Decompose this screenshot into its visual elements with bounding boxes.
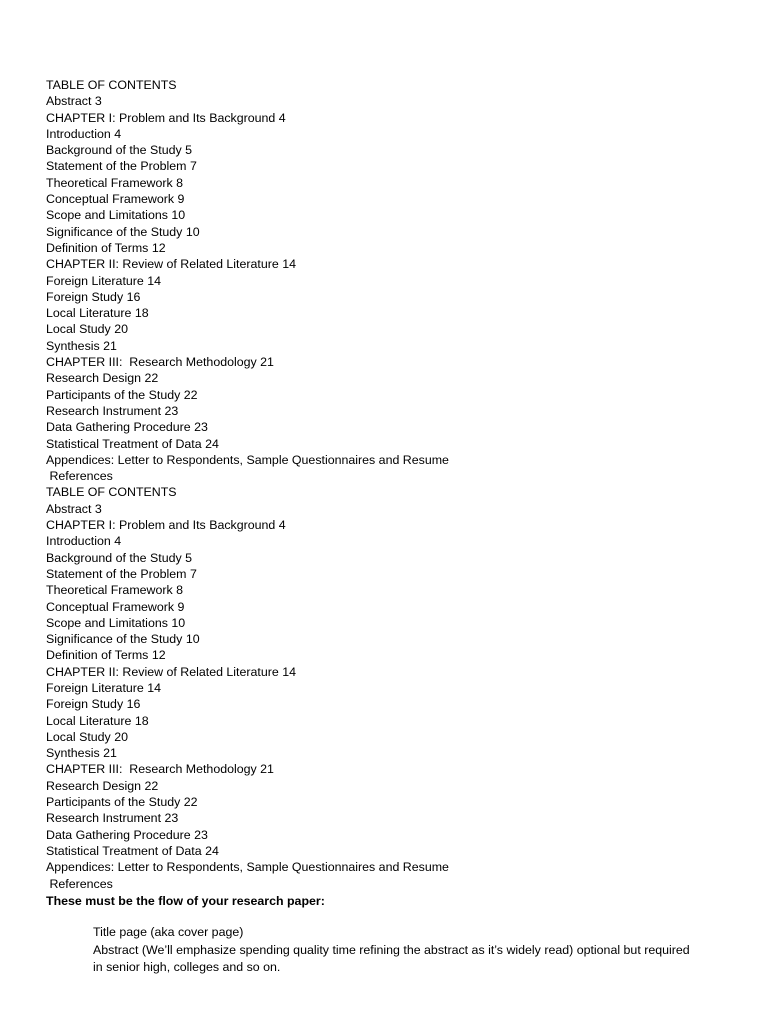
toc-line: TABLE OF CONTENTS [46,485,177,500]
toc-line: CHAPTER III: Research Methodology 21 [46,762,274,777]
toc-line: Data Gathering Procedure 23 [46,420,208,435]
toc-line: CHAPTER III: Research Methodology 21 [46,355,274,370]
toc-line: Local Study 20 [46,729,128,744]
flow-list [93,924,693,975]
toc-line: Significance of the Study 10 [46,224,200,239]
toc-line: Definition of Terms 12 [46,648,166,663]
toc-line: CHAPTER II: Review of Related Literature 14 [46,664,296,679]
toc-line: Statement of the Problem 7 [46,566,197,581]
toc-line: Introduction 4 [46,126,122,141]
toc-line: Participants of the Study 22 [46,387,198,402]
toc-line: Introduction 4 [46,534,122,549]
toc-line: Foreign Literature 14 [46,680,162,695]
toc-line: Research Instrument 23 [46,403,179,418]
toc-line: CHAPTER I: Problem and Its Background 4 [46,110,286,125]
toc-line: Theoretical Framework 8 [46,175,184,190]
toc-line: Theoretical Framework 8 [46,583,184,598]
toc-line: Local Literature 18 [46,306,149,321]
toc-line: Scope and Limitations 10 [46,208,186,223]
flow-item-abstract: Abstract (We’ll emphasize spending quality time refining the abstract as it’s widely read) optional but required in senior high, colleges and so on. [93,943,690,974]
toc-line: Research Design 22 [46,371,159,386]
toc-line: Research Instrument 23 [46,811,179,826]
toc-line: References [46,469,113,484]
toc-line: Appendices: Letter to Respondents, Sample Questionnaires and Resume [46,860,449,875]
flow-item-title-page: Title page (aka cover page) [93,925,244,939]
toc-line: Foreign Study 16 [46,697,141,712]
toc-line: Data Gathering Procedure 23 [46,827,208,842]
toc-line: Conceptual Framework 9 [46,192,185,207]
toc-line: Local Study 20 [46,322,128,337]
toc-line: Background of the Study 5 [46,550,193,565]
toc-line: Synthesis 21 [46,338,117,353]
toc-line: Foreign Literature 14 [46,273,162,288]
toc-line: CHAPTER I: Problem and Its Background 4 [46,518,286,533]
table-of-contents [46,77,726,909]
toc-line: Significance of the Study 10 [46,632,200,647]
toc-line: Appendices: Letter to Respondents, Sample Questionnaires and Resume [46,452,449,467]
toc-line: Statistical Treatment of Data 24 [46,436,219,451]
toc-line: Background of the Study 5 [46,143,193,158]
toc-line: References [46,876,113,891]
toc-line: Abstract 3 [46,501,102,516]
toc-line: Participants of the Study 22 [46,795,198,810]
toc-line: Synthesis 21 [46,746,117,761]
toc-line: Local Literature 18 [46,713,149,728]
toc-line: Foreign Study 16 [46,289,141,304]
toc-line: Statement of the Problem 7 [46,159,197,174]
toc-line: TABLE OF CONTENTS [46,78,177,92]
toc-line: Definition of Terms 12 [46,240,166,255]
toc-line: Abstract 3 [46,94,102,109]
toc-line: Conceptual Framework 9 [46,599,185,614]
flow-heading: These must be the flow of your research paper: [46,893,325,908]
toc-line: Scope and Limitations 10 [46,615,186,630]
toc-line: Research Design 22 [46,778,159,793]
toc-line: Statistical Treatment of Data 24 [46,843,219,858]
toc-line: CHAPTER II: Review of Related Literature 14 [46,257,296,272]
